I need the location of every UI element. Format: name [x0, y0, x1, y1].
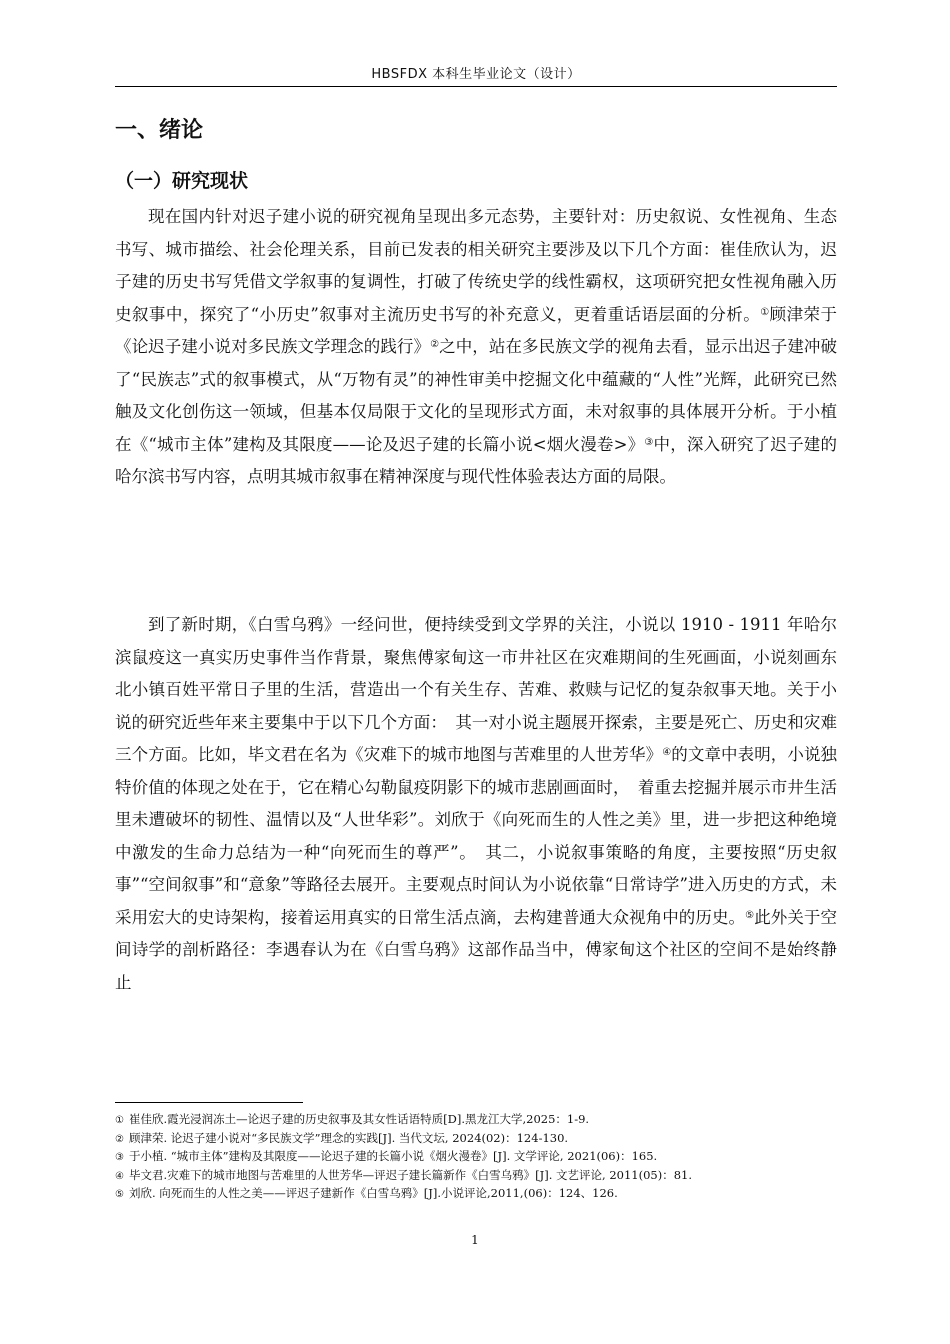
footnote-2 — [115, 1130, 837, 1149]
footnote-mark: ④ — [115, 1170, 124, 1182]
footnote-mark: ② — [115, 1133, 124, 1145]
header-title: HBSFDX 本科生毕业论文（设计） — [371, 67, 581, 82]
footnotes — [115, 1111, 837, 1204]
paragraph-text: 之中，站在多民族文学的视角去看，显示出迟子建冲破了“民族志”式的叙事模式，从“万物有灵”的神性审美中挖掘文化中蕴藏的“人性”光辉，此研究已然触及文化创伤这一领域，但基本仅局限于文化的呈现形式方面，未对叙事的具体展开分析。于小植在《“城市主体”建构及其限度——论及迟子建的长篇小说<烟火漫卷>》 — [115, 337, 838, 454]
paragraph-text: 顾津荣于《论迟子建小说对多民族文学理念的践行》 — [115, 304, 838, 356]
chapter-heading: 一、绪论 — [115, 118, 204, 143]
footnote-ref-1[interactable]: ① — [760, 306, 770, 318]
footnote-text: 毕文君.灾难下的城市地图与苦难里的人世芳华—评迟子建长篇新作《白雪乌鸦》[J]. 文艺评论, 2011(05)：81. — [128, 1167, 692, 1182]
footnote-1 — [115, 1111, 837, 1130]
footnote-ref-5[interactable]: ⑤ — [745, 909, 755, 921]
footnote-mark: ③ — [115, 1152, 124, 1163]
footnote-text: 刘欣. 向死而生的人性之美——评迟子建新作《白雪乌鸦》[J].小说评论,2011,(06)：124、126. — [128, 1186, 618, 1200]
section-heading: （一）研究现状 — [115, 170, 249, 192]
footnote-separator — [115, 1102, 303, 1103]
footnote-5 — [115, 1185, 837, 1204]
footnote-ref-2[interactable]: ② — [430, 339, 440, 350]
body-paragraph-2 — [115, 609, 837, 999]
page-header — [115, 64, 837, 87]
footnote-3 — [115, 1148, 837, 1167]
footnote-ref-3[interactable]: ③ — [644, 436, 654, 448]
paragraph-text: 的文章中表明，小说独特价值的体现之处在于，它在精心勾勒鼠疫阴影下的城市悲剧画面时， 着重去挖掘并展示市井生活里未遭破坏的韧性、温情以及“人世华彩”。刘欣于《向死而生的人性之美》里，进一步把这种绝境中激发的生命力总结为一种“向死而生的尊严”。 其二，小说叙事策略的角度，主要按照“历史叙事”“空间叙事”和“意象”等路径去展开。主要观点时间认为小说依靠“日常诗学”进入历史的方式，未采用宏大的史诗架构，接着运用真实的日常生活点滴，去构建普通大众视角中的历史。 — [115, 745, 838, 927]
paragraph-text: 现在国内针对迟子建小说的研究视角呈现出多元态势，主要针对：历史叙说、女性视角、生态书写、城市描绘、社会伦理关系，目前已发表的相关研究主要涉及以下几个方面：崔佳欣认为，迟子建的历史书写凭借文学叙事的复调性，打破了传统史学的线性霸权，这项研究把女性视角融入历史叙事中，探究了“小历史”叙事对主流历史书写的补充意义，更着重话语层面的分析。 — [115, 207, 837, 324]
paragraph-text: 到了新时期，《白雪乌鸦》一经问世，便持续受到文学界的关注，小说以 1910 - 1911 年哈尔滨鼠疫这一真实历史事件当作背景，聚焦傅家甸这一市井社区在灾难期间的生死画面，小说刻画东北小镇百姓平常日子里的生活，营造出一个有关生存、苦难、救赎与记忆的复杂叙事天地。关于小说的研究近些年来主要集中于以下几个方面： 其一对小说主题展开探索，主要是死亡、历史和灾难三个方面。比如，毕文君在名为《灾难下的城市地图与苦难里的人世芳华》 — [115, 615, 837, 764]
footnote-ref-4[interactable]: ④ — [662, 747, 672, 758]
body-paragraph-1 — [115, 201, 837, 494]
footnote-text: 顾津荣. 论迟子建小说对“多民族文学”理念的实践[J]. 当代文坛, 2024(02)：124-130. — [128, 1130, 569, 1145]
footnote-mark: ⑤ — [115, 1189, 124, 1200]
paragraph-text: 中，深入研究了迟子建的哈尔滨书写内容，点明其城市叙事在精神深度与现代性体验表达方面的局限。 — [115, 434, 838, 486]
footnote-text: 于小植. “城市主体”建构及其限度——论迟子建的长篇小说《烟火漫卷》[J]. 文学评论, 2021(06)：165. — [128, 1149, 658, 1163]
page-number: 1 — [471, 1233, 479, 1247]
footnote-4 — [115, 1167, 837, 1186]
footnote-text: 崔佳欣.霞光浸润冻土—论迟子建的历史叙事及其女性话语特质[D].黑龙江大学,2025：1-9. — [128, 1112, 590, 1126]
footnote-mark: ① — [115, 1115, 124, 1126]
paragraph-text: 此外关于空间诗学的剖析路径：李遇春认为在《白雪乌鸦》这部作品当中，傅家甸这个社区的空间不是始终静止 — [115, 907, 838, 992]
